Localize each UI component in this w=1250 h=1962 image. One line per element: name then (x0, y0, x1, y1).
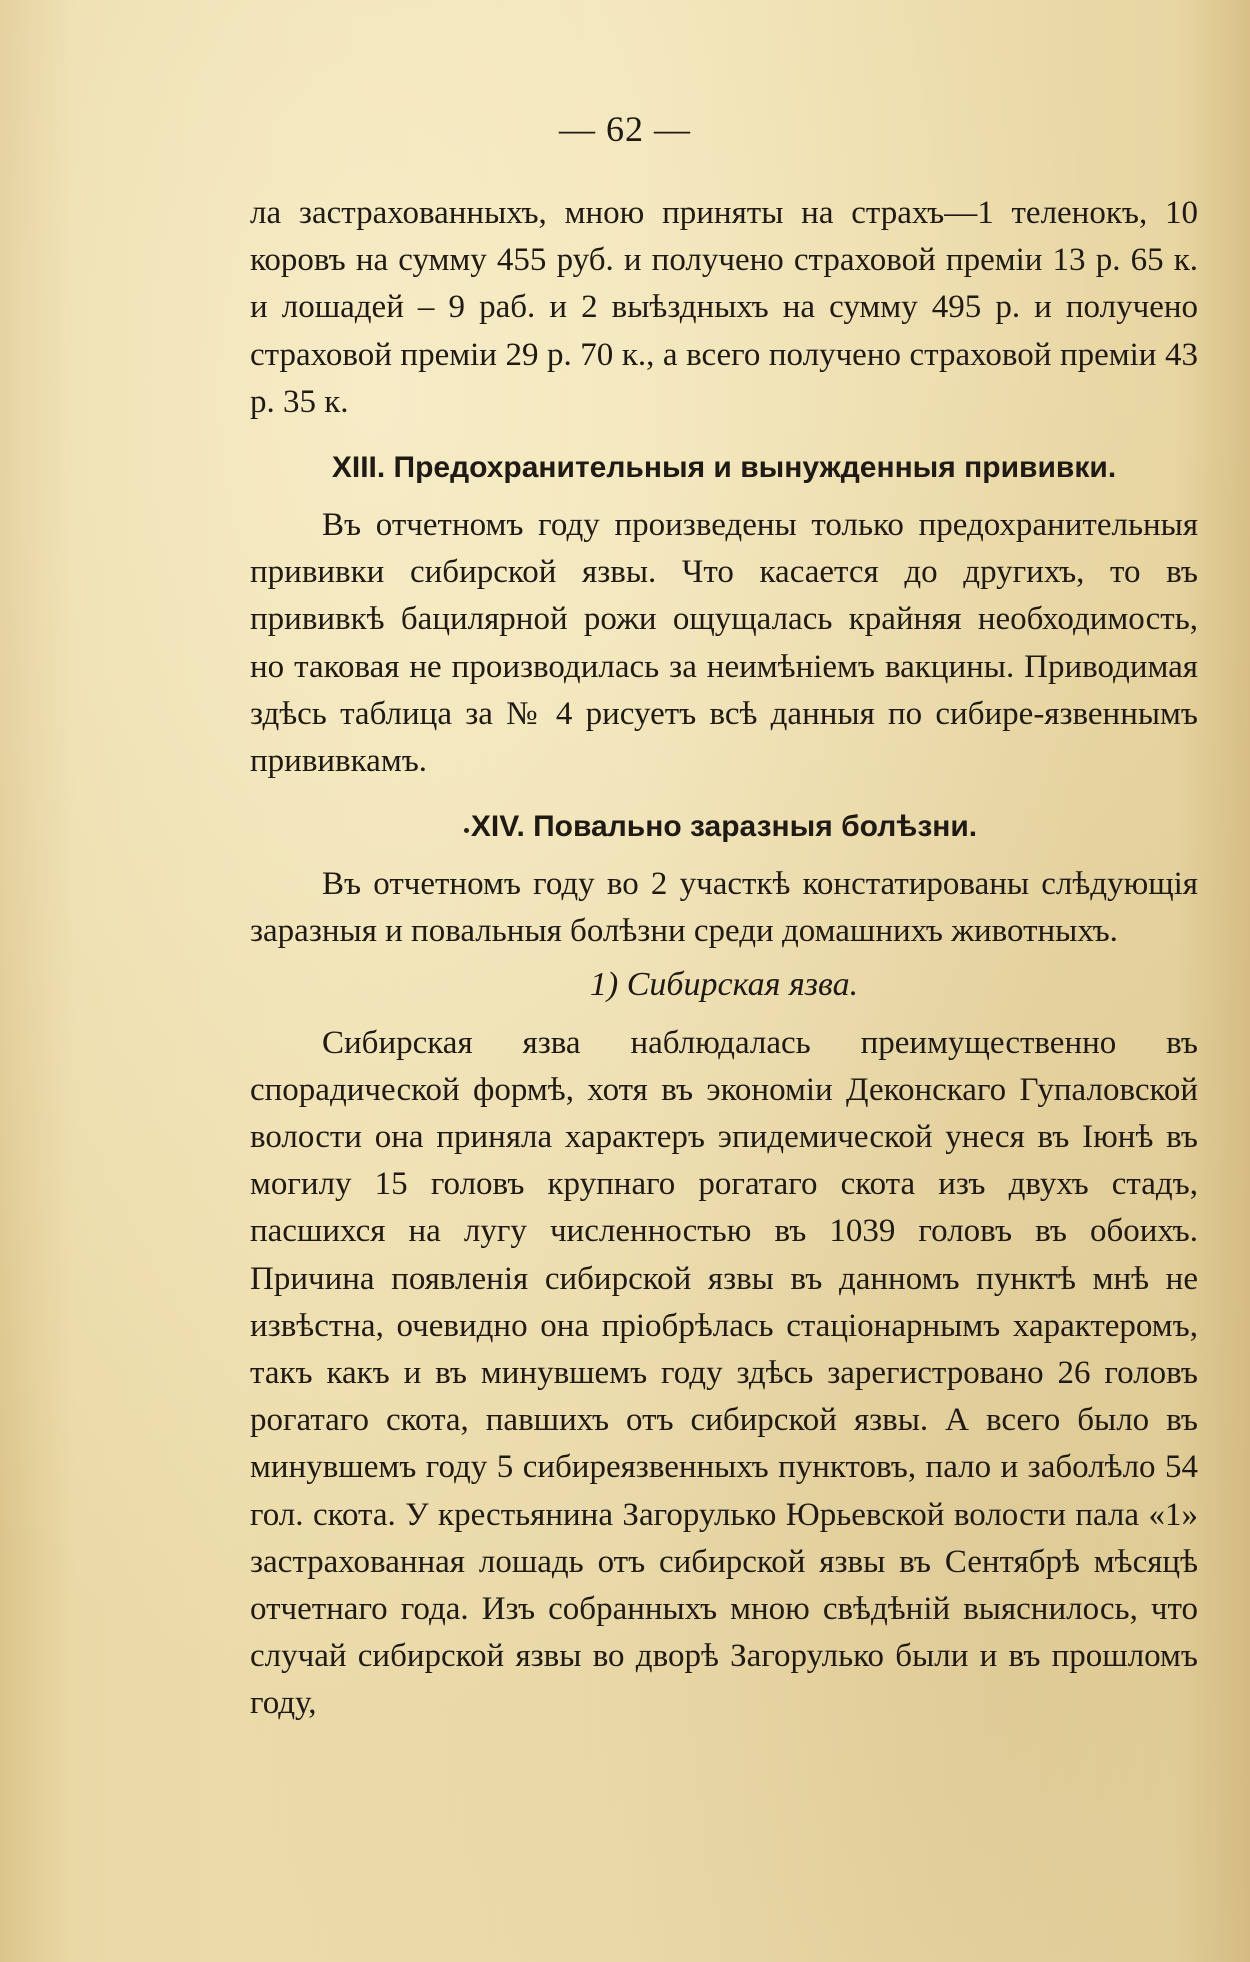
paragraph-anthrax: Сибирская язва наблюдалась преимущественно въ спорадической формѣ, хотя въ экономіи Деконскаго Гупаловской волости она приняла характеръ эпидемической унеся въ Іюнѣ въ могилу 15 головъ крупнаго рогатаго скота изъ двухъ стадъ, пасшихся на лугу численностью въ 1039 головъ въ обоихъ. Причина появленія сибирской язвы въ данномъ пунктѣ мнѣ не извѣстна, очевидно она пріобрѣлась стаціонарнымъ характеромъ, такъ какъ и въ минувшемъ году здѣсь зарегистровано 26 головъ рогатаго скота, павшихъ отъ сибирской язвы. А всего было въ минувшемъ году 5 сибиреязвенныхъ пунктовъ, пало и заболѣло 54 гол. скота. У крестьянина Загорулько Юрьевской волости пала «1» застрахованная лошадь отъ сибирской язвы въ Сентябрѣ мѣсяцѣ отчетнаго года. Изъ собранныхъ мною свѣдѣній выяснилось, что случай сибирской язвы во дворѣ Загорулько были и въ прошломъ году, (250, 1024, 1198, 1722)
paragraph-vaccinations: Въ отчетномъ году произведены только предохранительныя прививки сибирской язвы. Что касается до другихъ, то въ прививкѣ бацилярной рожи ощущалась крайняя необходимость, но таковая не производилась за неимѣніемъ вакцины. Приводимая здѣсь таблица за № 4 рисуетъ всѣ данныя по сибире-язвеннымъ прививкамъ. (250, 507, 1198, 780)
paragraph-continued: ла застрахованныхъ, мною приняты на страхъ—1 теленокъ, 10 коровъ на сумму 455 руб. и получено страховой преміи 13 р. 65 к. и лошадей – 9 раб. и 2 выѣздныхъ на сумму 495 р. и получено страховой преміи 29 р. 70 к., а всего получено страховой преміи 43 р. 35 к. (250, 195, 1198, 420)
section-heading-xiii: XIII. Предохранительныя и вынужденныя прививки. (331, 451, 1117, 485)
ink-speck (464, 828, 469, 833)
section-heading-xiv: XIV. Повально заразныя болѣзни. (470, 810, 978, 844)
subheading-anthrax: 1) Сибирская язва. (589, 965, 859, 1003)
page-body (250, 190, 1198, 1728)
page-number: — 62 — (559, 109, 691, 149)
paragraph-diseases-intro: Въ отчетномъ году во 2 участкѣ констатированы слѣдующія заразныя и повальныя болѣзни среди домашнихъ животныхъ. (250, 866, 1198, 950)
